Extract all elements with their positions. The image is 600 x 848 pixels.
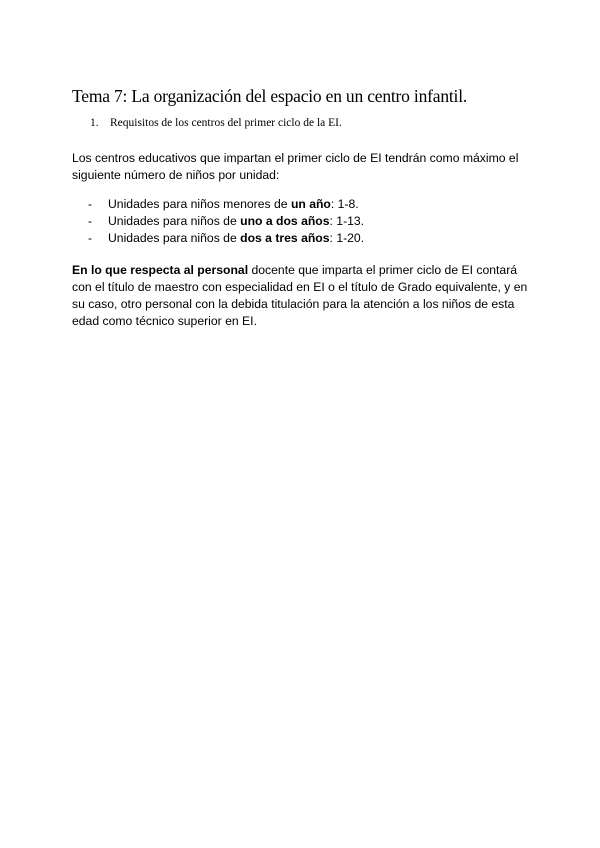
list-item: [88, 230, 364, 247]
list-dash: -: [88, 231, 93, 245]
section-number: 1.: [90, 117, 99, 129]
staff-paragraph: [72, 262, 532, 330]
staff-paragraph-text: docente que imparta el primer ciclo de EI contará con el título de maestro con especialidad en EI o el título de Grado equivalente, y en su caso, otro personal con la debida titulación para la atención a los niños de esta edad como técnico superior en EI.: [72, 263, 528, 328]
list-item-bold: un año: [290, 197, 331, 211]
list-item-bold: uno a dos años: [240, 214, 330, 228]
list-item-suffix: : 1-8.: [330, 197, 359, 211]
units-list: [88, 196, 364, 247]
list-item-prefix: Unidades para niños de: [108, 231, 241, 245]
list-dash: -: [88, 197, 93, 211]
list-item: [88, 196, 364, 213]
section-heading: [90, 117, 342, 129]
list-item-suffix: : 1-13.: [329, 214, 365, 228]
staff-paragraph-bold: En lo que respecta al personal: [72, 263, 249, 277]
list-item-prefix: Unidades para niños menores de: [108, 197, 291, 211]
list-item: [88, 213, 364, 230]
document-title: Tema 7: La organización del espacio en un centro infantil.: [72, 85, 468, 106]
list-dash: -: [88, 214, 93, 228]
list-item-prefix: Unidades para niños de: [108, 214, 241, 228]
section-heading-text: Requisitos de los centros del primer ciclo de la EI.: [110, 117, 342, 129]
list-item-bold: dos a tres años: [240, 231, 330, 245]
intro-paragraph: Los centros educativos que impartan el primer ciclo de EI tendrán como máximo el siguiente número de niños por unidad:: [72, 151, 519, 182]
list-item-suffix: : 1-20.: [329, 231, 365, 245]
